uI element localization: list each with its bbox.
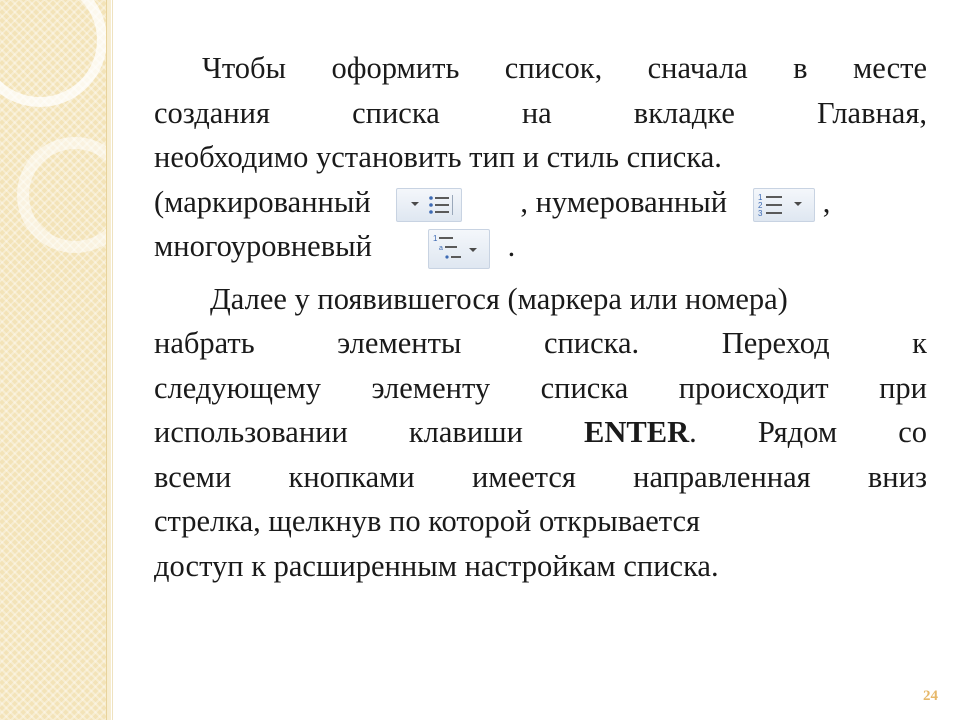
svg-text:2: 2 <box>757 200 763 210</box>
text-line: следующему элементу списка происходит при <box>154 370 927 405</box>
text-line-with-key <box>154 410 927 455</box>
page-number: 24 <box>923 688 938 704</box>
text-line: стрелка, щелкнув по которой открывается <box>154 504 701 538</box>
paragraph-2 <box>154 277 927 589</box>
text-fragment: . Рядом со <box>689 415 928 449</box>
text-line: необходимо установить тип и стиль списка. <box>154 140 722 174</box>
text-line-with-icons <box>154 180 927 225</box>
text-line-with-icon <box>154 224 927 269</box>
decorative-side-band <box>0 0 106 720</box>
key-name: ENTER <box>584 415 690 449</box>
text-fragment: (маркированный <box>154 184 371 219</box>
multilevel-list-icon <box>428 229 490 269</box>
text-line: создания списка на вкладке Главная, <box>154 95 927 130</box>
text-fragment: . <box>507 229 516 263</box>
paragraph-1 <box>154 46 927 269</box>
text-fragment: использовании клавиши <box>154 415 523 449</box>
slide-body <box>154 46 927 588</box>
text-line: всеми кнопками имеется направленная вниз <box>154 459 927 494</box>
text-fragment: , нумерованный <box>520 184 728 219</box>
band-edge <box>106 0 111 720</box>
band-edge-line <box>112 0 113 720</box>
text-line: Далее у появившегося (маркера или номера) <box>210 281 788 316</box>
svg-text:1: 1 <box>432 234 438 243</box>
svg-text:3: 3 <box>757 208 763 218</box>
bulleted-list-icon <box>396 188 462 222</box>
numbered-list-icon <box>753 188 815 222</box>
svg-text:a: a <box>438 245 443 252</box>
decorative-rings <box>0 0 106 720</box>
text-fragment: многоуровневый <box>154 229 372 263</box>
text-line: Чтобы оформить список, сначала в месте <box>202 51 927 85</box>
text-fragment: , <box>822 184 831 219</box>
svg-text:1: 1 <box>757 192 763 202</box>
text-line: набрать элементы списка. Переход к <box>154 326 927 360</box>
text-line: доступ к расширенным настройкам списка. <box>154 548 719 583</box>
